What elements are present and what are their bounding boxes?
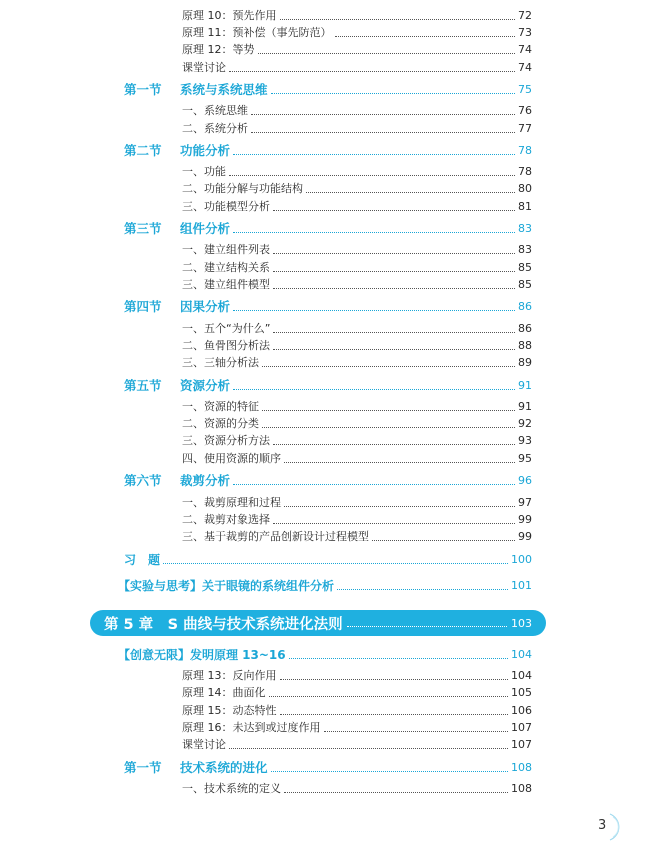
toc-item-title: 一、裁剪原理和过程 xyxy=(182,496,281,509)
toc-item-title: 一、功能 xyxy=(182,165,226,178)
toc-item-title: 原理 10：预先作用 xyxy=(182,9,277,22)
leader-dots xyxy=(337,589,508,590)
toc-item-title: 原理 14：曲面化 xyxy=(182,686,266,699)
toc-section[interactable] xyxy=(124,82,532,98)
section-number: 第六节 xyxy=(124,473,162,488)
leader-dots xyxy=(233,232,515,233)
section-title: 因果分析 xyxy=(180,299,231,314)
toc-item-page: 105 xyxy=(511,686,532,699)
toc-item-page: 76 xyxy=(518,104,532,117)
toc-item-page: 99 xyxy=(518,513,532,526)
toc-item[interactable] xyxy=(182,434,532,448)
section-page: 78 xyxy=(518,144,532,157)
toc-item[interactable] xyxy=(182,496,532,510)
toc-item-page: 85 xyxy=(518,278,532,291)
leader-dots xyxy=(271,93,515,94)
toc-section[interactable] xyxy=(124,760,532,776)
section-title: 功能分析 xyxy=(180,143,231,158)
chapter-banner[interactable] xyxy=(90,610,546,636)
toc-section[interactable] xyxy=(124,143,532,159)
toc-item[interactable] xyxy=(182,669,532,683)
section-number: 第四节 xyxy=(124,299,162,314)
toc-item[interactable] xyxy=(182,104,532,118)
toc-item-page: 106 xyxy=(511,704,532,717)
leader-dots xyxy=(262,410,515,411)
leader-dots xyxy=(233,484,515,485)
toc-item-title: 二、资源的分类 xyxy=(182,417,259,430)
leader-dots xyxy=(273,523,515,524)
toc-item[interactable] xyxy=(182,400,532,414)
section-title: 裁剪分析 xyxy=(180,473,231,488)
leader-dots xyxy=(271,771,508,772)
toc-item[interactable] xyxy=(182,782,532,796)
toc-item-page: 85 xyxy=(518,261,532,274)
toc-item[interactable] xyxy=(182,686,532,700)
toc-item[interactable] xyxy=(182,530,532,544)
toc-item-page: 81 xyxy=(518,200,532,213)
toc-item[interactable] xyxy=(182,339,532,353)
toc-item-title: 原理 11：预补偿（事先防范） xyxy=(182,26,332,39)
section-title: 技术系统的进化 xyxy=(180,760,268,775)
leader-dots xyxy=(233,154,515,155)
toc-experiment[interactable] xyxy=(118,578,532,594)
toc-item-title: 二、裁剪对象选择 xyxy=(182,513,270,526)
toc-item[interactable] xyxy=(182,182,532,196)
toc-item-page: 83 xyxy=(518,243,532,256)
toc-item-page: 80 xyxy=(518,182,532,195)
toc-item[interactable] xyxy=(182,43,532,57)
toc-item-title: 一、系统思维 xyxy=(182,104,248,117)
toc-exercises[interactable] xyxy=(124,552,532,568)
exercises-title: 习 题 xyxy=(124,553,161,567)
toc-item-title: 三、功能模型分析 xyxy=(182,200,270,213)
leader-dots xyxy=(289,658,508,659)
toc-item-title: 三、资源分析方法 xyxy=(182,434,270,447)
toc-item-page: 74 xyxy=(518,43,532,56)
toc-item[interactable] xyxy=(182,261,532,275)
leader-dots xyxy=(262,366,515,367)
toc-item[interactable] xyxy=(182,356,532,370)
leader-dots xyxy=(273,271,515,272)
leader-dots xyxy=(229,748,508,749)
toc-item[interactable] xyxy=(182,61,532,75)
toc-item-page: 95 xyxy=(518,452,532,465)
toc-item-page: 107 xyxy=(511,738,532,751)
toc-item-page: 99 xyxy=(518,530,532,543)
toc-item-page: 97 xyxy=(518,496,532,509)
toc-item[interactable] xyxy=(182,243,532,257)
section-page: 108 xyxy=(511,761,532,774)
section-title: 组件分析 xyxy=(180,221,231,236)
leader-dots xyxy=(273,210,515,211)
leader-dots xyxy=(306,192,515,193)
toc-item[interactable] xyxy=(182,9,532,23)
section-page: 86 xyxy=(518,300,532,313)
toc-item[interactable] xyxy=(182,704,532,718)
leader-dots xyxy=(273,288,515,289)
toc-item-page: 72 xyxy=(518,9,532,22)
chapter-title: 第 5 章 S 曲线与技术系统进化法则 xyxy=(104,616,343,633)
section-number: 第二节 xyxy=(124,143,162,158)
toc-creative[interactable] xyxy=(118,647,532,663)
toc-item-title: 二、功能分解与功能结构 xyxy=(182,182,303,195)
leader-dots xyxy=(284,792,508,793)
leader-dots xyxy=(273,253,515,254)
toc-section[interactable] xyxy=(124,473,532,489)
leader-dots xyxy=(280,679,509,680)
toc-section[interactable] xyxy=(124,378,532,394)
toc-item[interactable] xyxy=(182,738,532,752)
toc-item-title: 一、资源的特征 xyxy=(182,400,259,413)
toc-item-page: 77 xyxy=(518,122,532,135)
toc-item-title: 二、鱼骨图分析法 xyxy=(182,339,270,352)
toc-item-page: 93 xyxy=(518,434,532,447)
leader-dots xyxy=(163,563,508,564)
toc-item-page: 78 xyxy=(518,165,532,178)
page-number xyxy=(586,812,620,842)
section-page: 91 xyxy=(518,379,532,392)
toc-item-page: 88 xyxy=(518,339,532,352)
leader-dots xyxy=(280,19,516,20)
section-number: 第一节 xyxy=(124,760,162,775)
leader-dots xyxy=(284,506,515,507)
toc-item[interactable] xyxy=(182,200,532,214)
toc-item-title: 原理 13：反向作用 xyxy=(182,669,277,682)
section-page: 83 xyxy=(518,222,532,235)
section-number: 第五节 xyxy=(124,378,162,393)
section-title: 资源分析 xyxy=(180,378,231,393)
leader-dots xyxy=(372,540,515,541)
toc-item-title: 三、基于裁剪的产品创新设计过程模型 xyxy=(182,530,369,543)
toc-item-title: 三、三轴分析法 xyxy=(182,356,259,369)
toc-item-page: 74 xyxy=(518,61,532,74)
leader-dots xyxy=(324,731,509,732)
creative-title: 【创意无限】发明原理 13~16 xyxy=(118,648,286,662)
leader-dots xyxy=(273,444,515,445)
toc-item[interactable] xyxy=(182,417,532,431)
leader-dots xyxy=(251,114,515,115)
toc-item-title: 原理 12：等势 xyxy=(182,43,255,56)
toc-item-title: 二、系统分析 xyxy=(182,122,248,135)
toc-item[interactable] xyxy=(182,513,532,527)
toc-section[interactable] xyxy=(124,299,532,315)
section-title: 系统与系统思维 xyxy=(180,82,268,97)
leader-dots xyxy=(269,696,509,697)
toc-item[interactable] xyxy=(182,721,532,735)
chapter-page: 103 xyxy=(511,616,532,630)
toc-item-title: 原理 16：未达到或过度作用 xyxy=(182,721,321,734)
toc-item-title: 一、技术系统的定义 xyxy=(182,782,281,795)
toc-item-page: 89 xyxy=(518,356,532,369)
leader-dots xyxy=(262,427,515,428)
toc-item-title: 课堂讨论 xyxy=(182,738,226,751)
section-page: 96 xyxy=(518,474,532,487)
creative-page: 104 xyxy=(511,648,532,661)
toc-item[interactable] xyxy=(182,165,532,179)
toc-item-page: 92 xyxy=(518,417,532,430)
leader-dots xyxy=(273,349,515,350)
toc-item-title: 一、建立组件列表 xyxy=(182,243,270,256)
toc-item-title: 三、建立组件模型 xyxy=(182,278,270,291)
section-page: 75 xyxy=(518,83,532,96)
toc-item-title: 二、建立结构关系 xyxy=(182,261,270,274)
experiment-title: 【实验与思考】关于眼镜的系统组件分析 xyxy=(118,579,335,593)
toc-item[interactable] xyxy=(182,278,532,292)
page-number-text: 3 xyxy=(598,818,607,833)
exercises-page: 100 xyxy=(511,553,532,566)
leader-dots xyxy=(284,462,515,463)
leader-dots xyxy=(347,626,507,627)
leader-dots xyxy=(273,332,515,333)
toc-item-page: 73 xyxy=(518,26,532,39)
leader-dots xyxy=(251,132,515,133)
toc-item[interactable] xyxy=(182,322,532,336)
toc-item-title: 课堂讨论 xyxy=(182,61,226,74)
toc-section[interactable] xyxy=(124,221,532,237)
toc-item[interactable] xyxy=(182,26,532,40)
leader-dots xyxy=(229,71,515,72)
leader-dots xyxy=(233,310,515,311)
leader-dots xyxy=(258,53,516,54)
toc-item[interactable] xyxy=(182,122,532,136)
section-number: 第一节 xyxy=(124,82,162,97)
toc-item-page: 107 xyxy=(511,721,532,734)
toc-item-title: 原理 15：动态特性 xyxy=(182,704,277,717)
toc-item-page: 86 xyxy=(518,322,532,335)
toc-item-title: 一、五个“为什么” xyxy=(182,322,271,335)
toc-item[interactable] xyxy=(182,452,532,466)
leader-dots xyxy=(233,389,515,390)
leader-dots xyxy=(280,714,509,715)
toc-item-page: 104 xyxy=(511,669,532,682)
leader-dots xyxy=(335,36,516,37)
leader-dots xyxy=(229,175,515,176)
experiment-page: 101 xyxy=(511,579,532,592)
toc-item-page: 91 xyxy=(518,400,532,413)
toc-item-page: 108 xyxy=(511,782,532,795)
section-number: 第三节 xyxy=(124,221,162,236)
toc-item-title: 四、使用资源的顺序 xyxy=(182,452,281,465)
